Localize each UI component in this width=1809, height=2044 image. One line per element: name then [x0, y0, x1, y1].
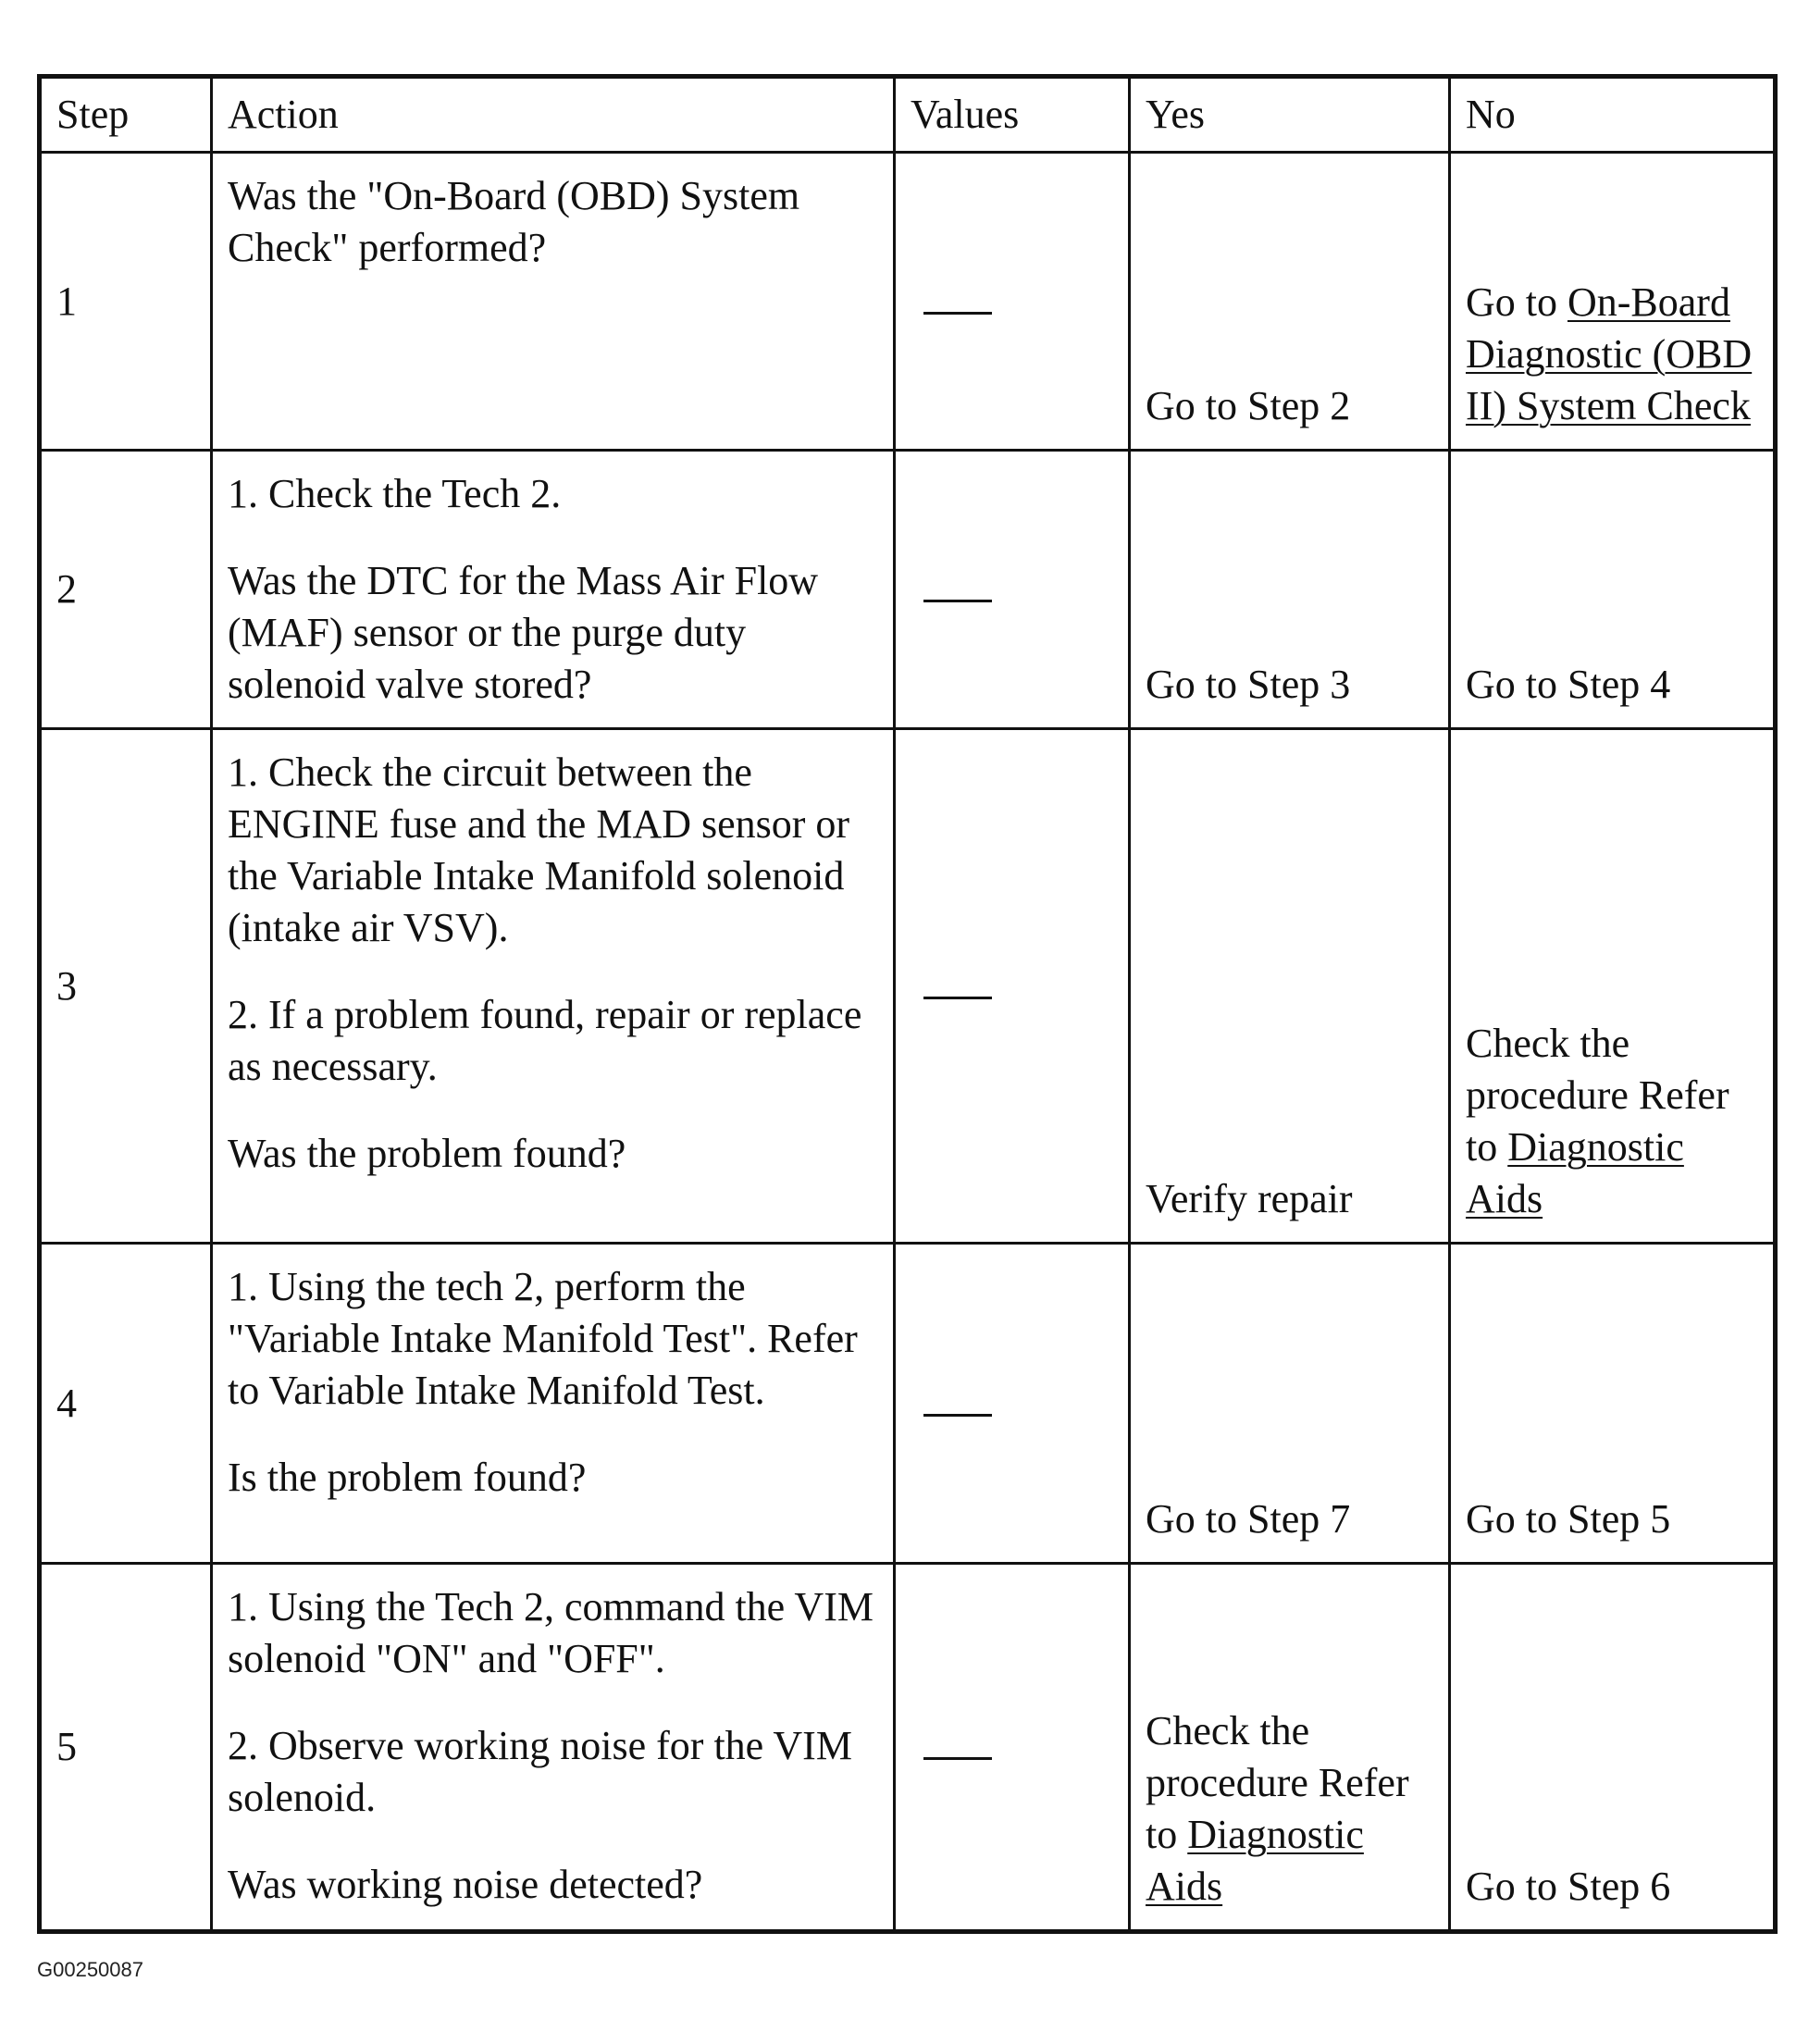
diagnostic-aids-link[interactable]: Diagnostic Aids — [1146, 1812, 1364, 1909]
action-cell — [212, 729, 895, 1244]
values-cell — [895, 729, 1130, 1244]
table-row — [40, 1564, 1776, 1932]
blank-value-line — [923, 1757, 992, 1760]
no-cell: Go to Step 5 — [1450, 1244, 1776, 1564]
diagnostic-aids-link[interactable]: Diagnostic Aids — [1466, 1124, 1684, 1221]
yes-cell: Go to Step 3 — [1130, 451, 1450, 729]
no-cell — [1450, 153, 1776, 451]
no-cell: Go to Step 4 — [1450, 451, 1776, 729]
action-text: Was the problem found? — [228, 1131, 626, 1176]
action-text: 2. If a problem found, repair or replace as necessary. — [228, 992, 862, 1089]
diagnostic-table — [37, 74, 1778, 1934]
action-text: 1. Using the Tech 2, command the VIM solenoid "ON" and "OFF". — [228, 1584, 874, 1681]
action-cell — [212, 153, 895, 451]
header-action: Action — [212, 77, 895, 153]
no-cell — [1450, 729, 1776, 1244]
table-row — [40, 1244, 1776, 1564]
action-text: 1. Check the circuit between the ENGINE fuse and the MAD sensor or the Variable Intake Manifold solenoid (intake air VSV). — [228, 749, 850, 950]
values-cell — [895, 153, 1130, 451]
blank-value-line — [923, 312, 992, 315]
blank-value-line — [923, 1414, 992, 1417]
step-number: 5 — [40, 1564, 212, 1932]
action-text: 1. Using the tech 2, perform the "Variable Intake Manifold Test". Refer to Variable Intake Manifold Test. — [228, 1264, 858, 1413]
values-cell — [895, 1564, 1130, 1932]
header-row — [40, 77, 1776, 153]
action-cell — [212, 451, 895, 729]
step-number: 2 — [40, 451, 212, 729]
no-cell: Go to Step 6 — [1450, 1564, 1776, 1932]
no-text: Go to — [1466, 279, 1567, 325]
table-row — [40, 451, 1776, 729]
step-number: 4 — [40, 1244, 212, 1564]
header-values: Values — [895, 77, 1130, 153]
obd-system-check-link[interactable]: On-Board Diagnostic (OBD II) System Check — [1466, 279, 1753, 428]
step-number: 1 — [40, 153, 212, 451]
values-cell — [895, 451, 1130, 729]
header-yes: Yes — [1130, 77, 1450, 153]
blank-value-line — [923, 600, 992, 602]
header-no: No — [1450, 77, 1776, 153]
step-number: 3 — [40, 729, 212, 1244]
table-row — [40, 729, 1776, 1244]
yes-text: Check the procedure Refer to — [1146, 1708, 1409, 1857]
action-text: Was the "On-Board (OBD) System Check" performed? — [228, 173, 800, 270]
yes-cell: Go to Step 2 — [1130, 153, 1450, 451]
yes-cell — [1130, 1564, 1450, 1932]
action-text: Was working noise detected? — [228, 1862, 703, 1907]
action-cell — [212, 1564, 895, 1932]
blank-value-line — [923, 997, 992, 999]
figure-code: G00250087 — [37, 1958, 143, 1981]
yes-cell: Verify repair — [1130, 729, 1450, 1244]
action-text: 1. Check the Tech 2. — [228, 471, 562, 516]
action-cell — [212, 1244, 895, 1564]
yes-cell: Go to Step 7 — [1130, 1244, 1450, 1564]
no-text: Check the procedure Refer to — [1466, 1021, 1729, 1170]
action-text: Was the DTC for the Mass Air Flow (MAF) sensor or the purge duty solenoid valve stored? — [228, 558, 819, 707]
action-text: 2. Observe working noise for the VIM solenoid. — [228, 1723, 852, 1820]
action-text: Is the problem found? — [228, 1455, 587, 1500]
table-row — [40, 153, 1776, 451]
values-cell — [895, 1244, 1130, 1564]
header-step: Step — [40, 77, 212, 153]
